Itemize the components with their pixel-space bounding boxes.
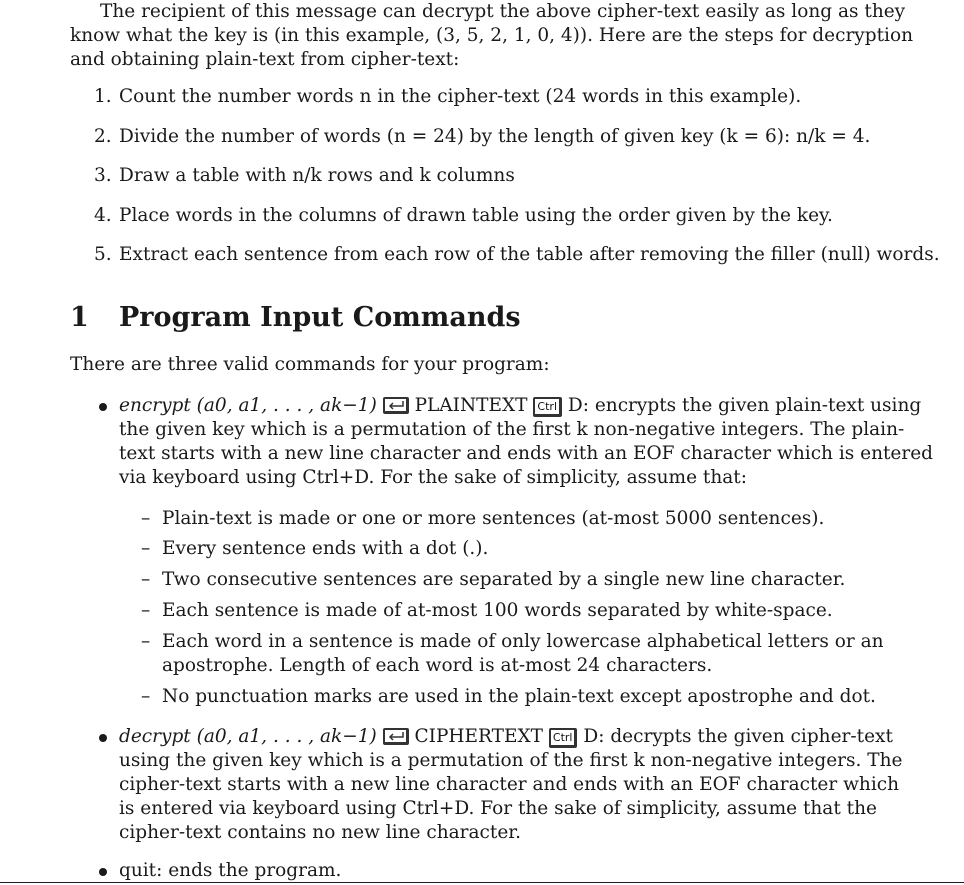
- rule-text: No punctuation marks are used in the plain-text except apostrophe and dot.: [162, 686, 876, 707]
- dash-marker: –: [141, 508, 151, 529]
- encrypt-description: D: encrypts the given plain-text using: [567, 395, 922, 416]
- ctrl-key-icon: Ctrl: [533, 397, 562, 417]
- encrypt-line-3: text starts with a new line character and ends with an EOF character which is entered: [119, 443, 934, 464]
- enter-key-icon: [383, 728, 409, 745]
- intro-line-1: The recipient of this message can decrypt the above cipher-text easily as long as they: [100, 1, 906, 22]
- intro-line-2: know what the key is (in this example, (3, 5, 2, 1, 0, 4)). Here are the steps for decryption: [70, 25, 913, 46]
- step-number: 2.: [94, 126, 112, 147]
- rule-text: Every sentence ends with a dot (.).: [162, 538, 489, 559]
- decrypt-line-3: cipher-text starts with a new line character and ends with an EOF character which: [119, 774, 900, 795]
- section-number: 1: [70, 302, 89, 333]
- bullet-icon: [99, 403, 107, 411]
- decrypt-argument: CIPHERTEXT: [414, 726, 544, 747]
- section-lead: There are three valid commands for your program:: [70, 354, 550, 375]
- bullet-icon: [99, 734, 107, 742]
- decrypt-command-line: [119, 728, 893, 748]
- rule-text: Each word in a sentence is made of only lowercase alphabetical letters or an: [162, 631, 884, 652]
- decrypt-line-5: cipher-text contains no new line character.: [119, 822, 521, 843]
- dash-marker: –: [141, 686, 151, 707]
- encrypt-argument: PLAINTEXT: [414, 395, 528, 416]
- ctrl-key-icon: Ctrl: [549, 728, 578, 748]
- quit-text: quit: ends the program.: [119, 860, 342, 881]
- step-number: 3.: [94, 165, 112, 186]
- rule-text: Plain-text is made or one or more sentences (at-most 5000 sentences).: [162, 508, 825, 529]
- step-number: 5.: [94, 244, 112, 265]
- intro-line-3: and obtaining plain-text from cipher-text:: [70, 49, 460, 70]
- decrypt-line-4: is entered via keyboard using Ctrl+D. For the sake of simplicity, assume that the: [119, 798, 877, 819]
- step-text: Place words in the columns of drawn table using the order given by the key.: [119, 205, 833, 226]
- step-text: Extract each sentence from each row of the table after removing the filler (null) words.: [119, 244, 940, 265]
- dash-marker: –: [141, 538, 151, 559]
- rule-text: Two consecutive sentences are separated by a single new line character.: [162, 569, 846, 590]
- bullet-icon: [99, 868, 107, 876]
- encrypt-command-line: [119, 397, 921, 417]
- decrypt-command: decrypt (a0, a1, . . . , ak−1): [119, 726, 377, 747]
- step-number: 4.: [94, 205, 112, 226]
- encrypt-command: encrypt (a0, a1, . . . , ak−1): [119, 395, 377, 416]
- encrypt-line-4: via keyboard using Ctrl+D. For the sake of simplicity, assume that:: [119, 467, 747, 488]
- section-title: Program Input Commands: [119, 302, 521, 333]
- enter-key-icon: [383, 397, 409, 414]
- dash-marker: –: [141, 631, 151, 652]
- step-text: Draw a table with n/k rows and k columns: [119, 165, 515, 186]
- rule-text-continued: apostrophe. Length of each word is at-most 24 characters.: [162, 655, 713, 676]
- step-text: Divide the number of words (n = 24) by the length of given key (k = 6): n/k = 4.: [119, 126, 871, 147]
- step-number: 1.: [94, 86, 112, 107]
- page-bottom-rule: [0, 882, 964, 883]
- dash-marker: –: [141, 600, 151, 621]
- step-text: Count the number words n in the cipher-text (24 words in this example).: [119, 86, 802, 107]
- dash-marker: –: [141, 569, 151, 590]
- encrypt-line-2: the given key which is a permutation of the first k non-negative integers. The plain-: [119, 419, 905, 440]
- decrypt-description: D: decrypts the given cipher-text: [583, 726, 893, 747]
- rule-text: Each sentence is made of at-most 100 words separated by white-space.: [162, 600, 833, 621]
- decrypt-line-2: using the given key which is a permutation of the first k non-negative integers. The: [119, 750, 903, 771]
